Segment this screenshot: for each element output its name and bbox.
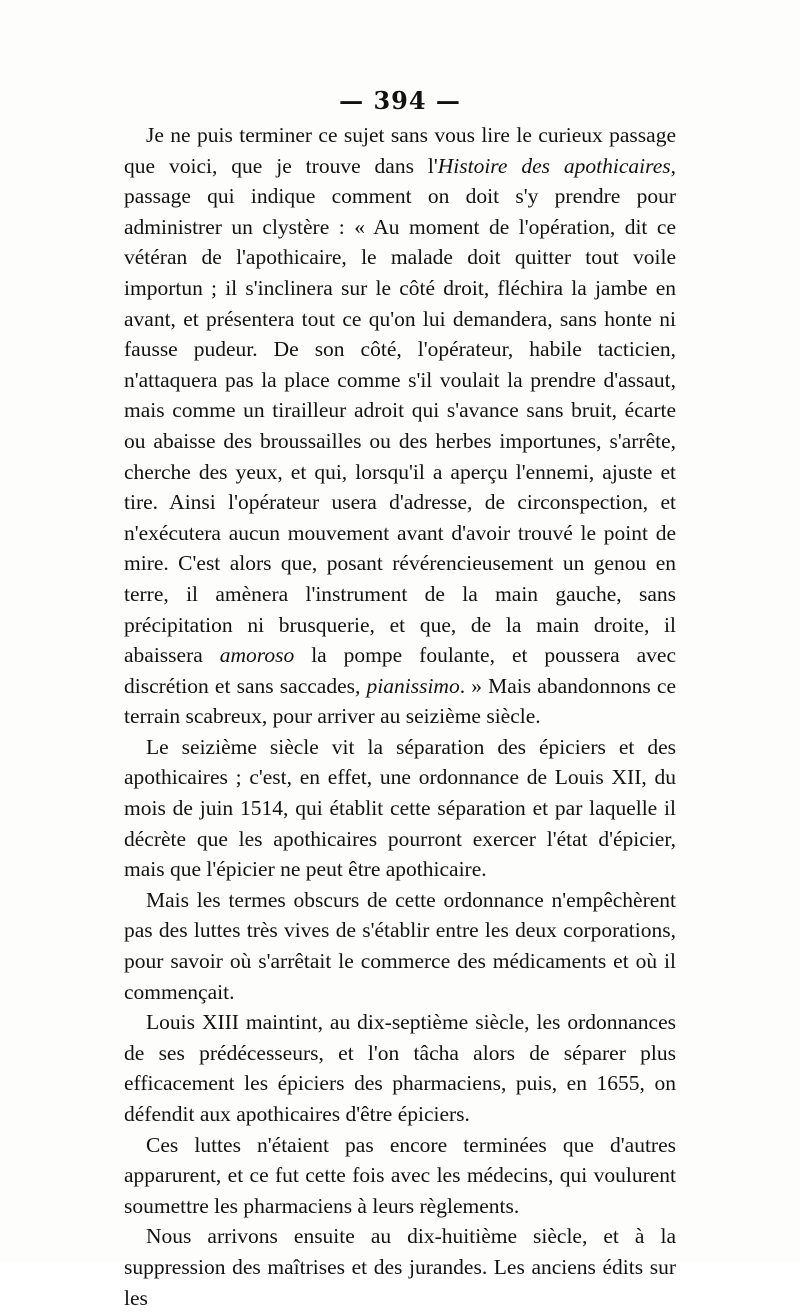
text-run: Nous arrivons ensuite au dix-huitième siècle, et à la suppression des maîtrises et des jurandes. Les anciens édits sur les — [124, 1224, 676, 1310]
paragraph — [124, 1130, 676, 1222]
text-run: . » Mais abandonnons ce terrain scabreux, pour arriver au seizième siècle. — [124, 673, 676, 729]
paragraph — [124, 732, 676, 885]
text-run: Mais les termes obscurs de cette ordonnance n'empêchèrent pas des luttes très vives de s'établir entre les deux corporations, pour savoir où s'arrêtait le commerce des médicaments et où il commençait. — [124, 887, 676, 1004]
text-run: la pompe foulante, et poussera avec discrétion et sans saccades, — [124, 643, 676, 698]
italic-term: amoroso — [219, 643, 295, 668]
text-run: , passage qui indique comment on doit s'y prendre pour administrer un clystère : « Au moment de l'opération, dit ce vétéran de l'apothicaire, le malade doit quitter tout voile importun ; il s'inclinera sur le côté droit, fléchira la jambe en avant, et présentera tout ce qu'on lui demandera, sans honte ni fausse pudeur. De son côté, l'opérateur, habile tacticien, n'attaquera pas la place comme s'il voulait la prendre d'assaut, mais comme un tirailleur adroit qui s'avance sans bruit, écarte ou abaisse des broussailles ou des herbes importunes, s'arrête, cherche des yeux, et qui, lorsqu'il a aperçu l'ennemi, ajuste et tire. Ainsi l'opérateur usera d'adresse, de circonspection, et n'exécutera aucun mouvement avant d'avoir trouvé le point de mire. C'est alors que, posant révérencieusement un genou en terre, il amènera l'instrument de la main gauche, sans précipitation ni brusquerie, et que, de la main droite, il abaissera — [124, 153, 676, 668]
paragraph — [124, 1007, 676, 1129]
italic-term: pianissimo — [366, 673, 460, 698]
book-title: Histoire des apothicaires — [437, 153, 671, 178]
text-run: Je ne puis terminer ce sujet sans vous lire le curieux passage que voici, que je trouve dans l' — [124, 123, 676, 178]
text-run: Louis XIII maintint, au dix-septième siècle, les ordonnances de ses prédécesseurs, et l'on tâcha alors de séparer plus efficacement les épiciers des pharmaciens, puis, en 1655, on défendit aux apothicaires d'être épiciers. — [124, 1010, 676, 1126]
body-text — [124, 120, 676, 1313]
paragraph — [124, 120, 676, 732]
text-run: Ces luttes n'étaient pas encore terminées que d'autres apparurent, et ce fut cette fois avec les médecins, qui voulurent soumettre les pharmaciens à leurs règlements. — [124, 1132, 676, 1218]
paragraph — [124, 1221, 676, 1313]
text-run: Le seizième siècle vit la séparation des épiciers et des apothicaires ; c'est, en effet, une ordonnance de Louis XII, du mois de juin 1514, qui établit cette séparation et par laquelle il décrète que les apothicaires pourront exercer l'état d'épicier, mais que l'épicier ne peut être apothicaire. — [124, 734, 676, 882]
paragraph — [124, 885, 676, 1007]
page-number: — 394 — — [339, 86, 461, 115]
